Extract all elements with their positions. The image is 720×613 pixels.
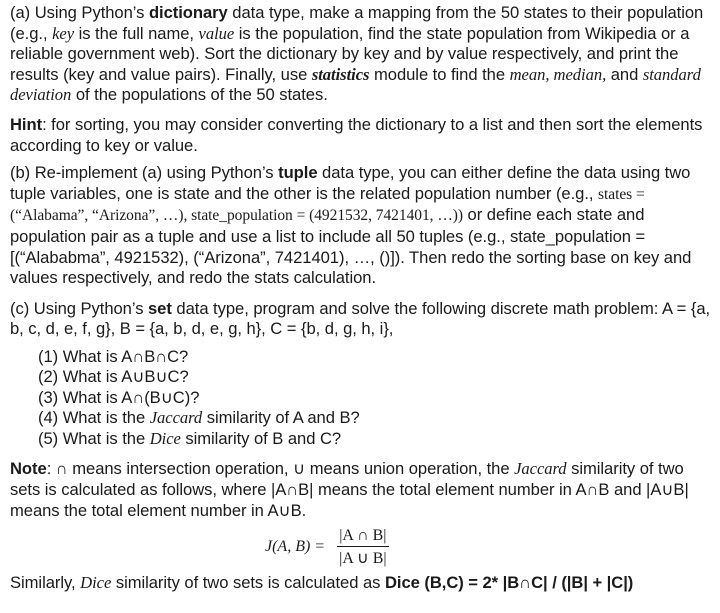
dice-term: Dice [149,428,181,448]
value-term: value [198,23,235,43]
dice-term: Dice [80,573,112,593]
part-a-text: and [606,64,643,84]
part-c-text: (c) Using Python’s [10,298,148,318]
part-b-paragraph [10,163,714,289]
formula-fraction [337,527,388,568]
formula-denominator: |A ∪ B| [339,549,387,567]
part-c-text: data type, program and solve the following discrete math problem: A = {a, b, c, d, e, f, g}, B = {a, b, d, e, g, h}, C = {b, d, g, h, i}, [10,298,711,339]
part-c-paragraph [10,299,714,340]
question-text: (4) What is the [38,408,150,428]
formula-numerator: |A ∩ B| [337,527,388,547]
jaccard-term: Jaccard [149,408,203,428]
tuple-example: states = (“Alabama”, “Arizona”, …), state_population = (4921532, 7421401, …)) [10,185,645,225]
question-item [38,408,714,429]
similarly-text: similarity of two sets is calculated as [111,573,385,593]
part-a-text: module to find the [369,64,510,84]
question-text: (2) What is A∪B∪C? [38,367,189,387]
tuple-term: tuple [278,163,318,183]
part-a-text: is the full name, [74,23,199,43]
note-label: Note [10,459,47,479]
note-paragraph [10,459,714,521]
part-a-paragraph [10,3,714,106]
question-text: (1) What is A∩B∩C? [38,346,189,366]
part-a-text: data type, make a mapping from the 50 states to their population (e.g., [10,3,704,43]
question-item [38,347,714,368]
question-text: similarity of A and B? [202,408,360,428]
similarly-paragraph [10,573,714,594]
dictionary-term: dictionary [148,3,228,22]
hint-paragraph [10,115,714,156]
note-text: similarity of two sets is calculated as follows, where |A∩B| means the total element number in A∩B and |A∪B| means the total element number in A∪B. [10,459,689,520]
formula-lhs: J(A, B) = [265,538,326,556]
standard-deviation-term: standard deviation [10,64,701,105]
jaccard-formula [265,525,714,569]
similarly-text: Similarly, [10,573,81,593]
mean-median-term: mean, median, [509,64,607,84]
dice-formula: Dice (B,C) = 2* |B∩C| / (|B| + |C|) [384,573,634,593]
part-a-text: (a) Using Python’s [10,3,149,22]
question-text: (5) What is the [38,428,150,448]
key-term: key [52,23,75,43]
question-text: similarity of B and C? [180,428,342,448]
part-a-text: is the population, find the state population from Wikipedia or a reliable government web). Sort the dictionary by key and by value respectively, and print the results (key and value pairs). Finally, use [10,23,690,84]
hint-label: Hint [10,114,43,134]
note-text: : ∩ means intersection operation, ∪ means union operation, the [46,459,515,479]
part-a-text: of the populations of the 50 states. [71,85,328,105]
question-text: (3) What is A∩(B∪C)? [38,387,200,407]
set-term: set [148,298,172,318]
hint-text: : for sorting, you may consider converting the dictionary to a list and then sort the elements according to key or value. [10,114,703,155]
question-list [38,347,714,450]
part-b-text: data type, you can either define the data using two tuple variables, one is state and the other is the related population number (e.g., [10,163,691,203]
question-item [38,429,714,450]
jaccard-term: Jaccard [514,459,567,479]
statistics-term: statistics [311,64,370,84]
part-b-text: (b) Re-implement (a) using Python’s [10,163,279,183]
question-item [38,388,714,409]
question-item [38,367,714,388]
part-b-text: or define each state and population pair as a tuple and use a list to include all 50 tuples (e.g., state_population = [(“Alababma”, 4921532), (“Arizona”, 7421401), …, ()]). Then redo the sorting base on key and values respectively, and redo the stats calculation. [10,205,692,288]
